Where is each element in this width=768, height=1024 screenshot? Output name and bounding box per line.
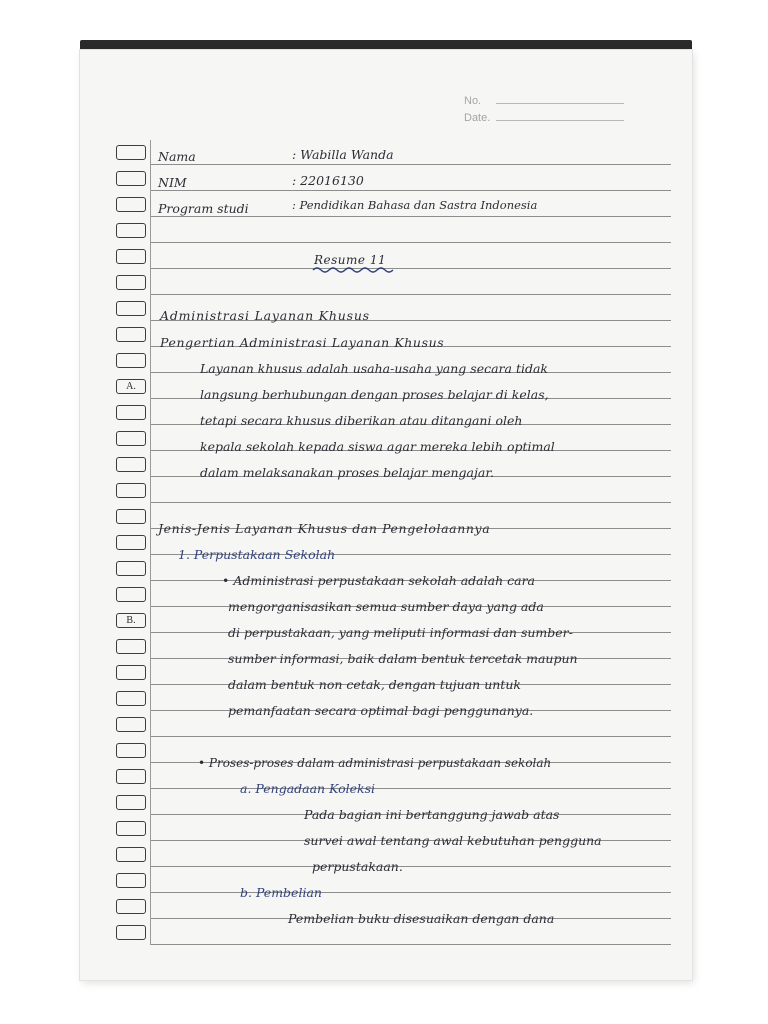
ruled-line bbox=[151, 164, 671, 165]
row-checkbox bbox=[116, 769, 146, 784]
row-checkbox bbox=[116, 275, 146, 290]
no-label: No. bbox=[464, 95, 482, 107]
ruled-line bbox=[151, 268, 671, 269]
ruled-line bbox=[151, 294, 671, 295]
no-date-header bbox=[464, 90, 624, 124]
margin-line bbox=[150, 140, 151, 945]
ruled-line bbox=[151, 736, 671, 737]
row-checkbox bbox=[116, 223, 146, 238]
ruled-line bbox=[151, 502, 671, 503]
bullet-1-line-1: • Administrasi perpustakaan sekolah adalah cara bbox=[222, 573, 535, 588]
sub-a-line-3: perpustakaan. bbox=[312, 859, 403, 874]
row-checkbox bbox=[116, 171, 146, 186]
row-checkbox bbox=[116, 873, 146, 888]
bullet-1-line-2: mengorganisasikan semua sumber daya yang ada bbox=[228, 599, 544, 614]
bullet-2: • Proses-proses dalam administrasi perpustakaan sekolah bbox=[198, 756, 552, 770]
bullet-1-line-4: sumber informasi, baik dalam bentuk tercetak maupun bbox=[228, 651, 578, 666]
row-checkbox bbox=[116, 457, 146, 472]
ruled-line bbox=[151, 866, 671, 867]
section-a-line-5: dalam melaksanakan proses belajar mengajar. bbox=[200, 465, 494, 480]
ruled-line bbox=[151, 190, 671, 191]
row-checkbox bbox=[116, 821, 146, 836]
row-checkbox bbox=[116, 743, 146, 758]
section-b-marker: B. bbox=[116, 613, 146, 628]
section-a-line-1: Layanan khusus adalah usaha-usaha yang secara tidak bbox=[200, 361, 548, 376]
page-title: Resume 11 bbox=[314, 253, 387, 267]
section-a-marker: A. bbox=[116, 379, 146, 394]
sub-a-heading: a. Pengadaan Koleksi bbox=[240, 781, 375, 796]
sub-b-line-1: Pembelian buku disesuaikan dengan dana bbox=[288, 911, 555, 926]
info-value-prodi: : Pendidikan Bahasa dan Sastra Indonesia bbox=[292, 198, 538, 212]
row-checkbox bbox=[116, 587, 146, 602]
row-checkbox bbox=[116, 145, 146, 160]
row-checkbox bbox=[116, 665, 146, 680]
row-checkbox bbox=[116, 301, 146, 316]
ruled-line bbox=[151, 892, 671, 893]
bullet-1-line-5: dalam bentuk non cetak, dengan tujuan untuk bbox=[228, 677, 521, 692]
section-b-sub-1: 1. Perpustakaan Sekolah bbox=[178, 547, 336, 562]
row-checkbox bbox=[116, 899, 146, 914]
row-checkbox bbox=[116, 925, 146, 940]
row-checkbox bbox=[116, 249, 146, 264]
ruled-line bbox=[151, 944, 671, 945]
info-value-nim: : 22016130 bbox=[292, 173, 364, 188]
notebook-page bbox=[80, 50, 692, 980]
date-label: Date. bbox=[464, 112, 491, 124]
row-checkbox bbox=[116, 405, 146, 420]
ruled-line bbox=[151, 788, 671, 789]
section-a-line-3: tetapi secara khusus diberikan atau ditangani oleh bbox=[200, 413, 523, 428]
info-label-nama: Nama bbox=[158, 149, 196, 164]
row-checkbox bbox=[116, 717, 146, 732]
row-checkbox bbox=[116, 483, 146, 498]
row-checkbox bbox=[116, 509, 146, 524]
row-checkbox bbox=[116, 795, 146, 810]
row-checkbox bbox=[116, 431, 146, 446]
row-checkbox bbox=[116, 639, 146, 654]
row-checkbox bbox=[116, 327, 146, 342]
sub-b-heading: b. Pembelian bbox=[240, 885, 322, 900]
sub-a-line-2: survei awal tentang awal kebutuhan pengguna bbox=[304, 833, 602, 848]
row-checkbox bbox=[116, 353, 146, 368]
date-field bbox=[464, 107, 624, 124]
row-checkbox bbox=[116, 847, 146, 862]
sub-a-line-1: Pada bagian ini bertanggung jawab atas bbox=[304, 807, 560, 822]
section-b-heading: Jenis-Jenis Layanan Khusus dan Pengelolaannya bbox=[158, 521, 491, 536]
section-a-line-2: langsung berhubungan dengan proses belajar di kelas, bbox=[200, 387, 549, 402]
title-underline bbox=[312, 266, 394, 274]
row-checkbox bbox=[116, 535, 146, 550]
no-field bbox=[464, 90, 624, 107]
row-checkbox bbox=[116, 691, 146, 706]
section-a-heading: Pengertian Administrasi Layanan Khusus bbox=[160, 335, 445, 350]
info-value-nama: : Wabilla Wanda bbox=[292, 147, 394, 162]
row-checkbox bbox=[116, 561, 146, 576]
topic-heading: Administrasi Layanan Khusus bbox=[160, 308, 370, 323]
no-line bbox=[496, 103, 624, 104]
ruled-line bbox=[151, 242, 671, 243]
date-line bbox=[496, 120, 624, 121]
info-label-prodi: Program studi bbox=[158, 201, 249, 216]
info-label-nim: NIM bbox=[158, 175, 187, 190]
bullet-1-line-6: pemanfaatan secara optimal bagi penggunanya. bbox=[228, 703, 534, 718]
bullet-1-line-3: di perpustakaan, yang meliputi informasi dan sumber- bbox=[228, 625, 573, 640]
section-a-line-4: kepala sekolah kepada siswa agar mereka lebih optimal bbox=[200, 439, 555, 454]
row-checkbox bbox=[116, 197, 146, 212]
